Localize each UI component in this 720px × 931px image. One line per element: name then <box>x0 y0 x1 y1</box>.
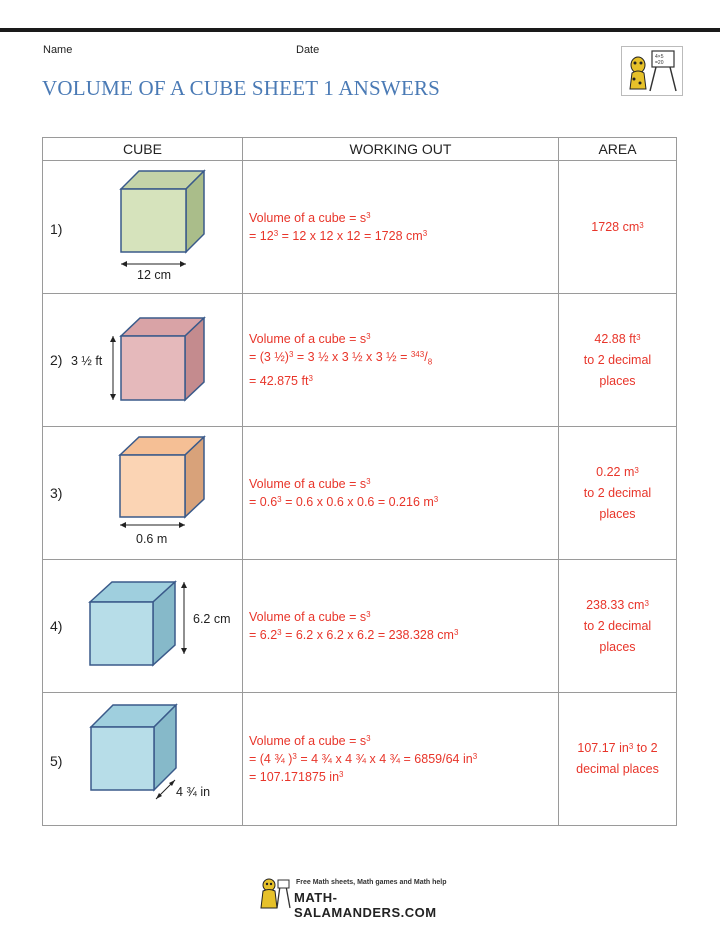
superscript: 3 <box>453 628 459 637</box>
cube-face <box>120 455 185 517</box>
working-line: = (3 ½) <box>249 350 289 365</box>
table-row <box>43 294 677 427</box>
page-title: VOLUME OF A CUBE SHEET 1 ANSWERS <box>42 76 441 100</box>
date-label: Date <box>296 44 320 56</box>
cube-dimension: 3 ½ ft <box>71 354 103 368</box>
area-cell <box>559 294 677 427</box>
cube-cell <box>43 560 243 693</box>
working-line: = 0.6 <box>249 495 278 509</box>
area-cell <box>559 560 677 693</box>
working-out-cell <box>243 161 559 294</box>
name-label: Name <box>43 44 73 56</box>
working-line: = (4 ¾ ) <box>249 752 293 766</box>
footer <box>258 876 468 920</box>
answer-text: to 2 decimal <box>583 352 652 367</box>
question-number: 3) <box>50 485 63 501</box>
working-line: = 12 <box>249 229 274 243</box>
answer-text: places <box>599 373 636 388</box>
superscript: 3 <box>273 229 279 238</box>
superscript: 3 <box>472 752 478 761</box>
superscript: 3 <box>634 465 639 475</box>
cube-cell <box>43 693 243 826</box>
answer-text: to 2 decimal <box>583 485 652 500</box>
salamander-logo-icon <box>621 46 683 96</box>
cube-dimension: 12 cm <box>137 268 172 282</box>
answer-text: 238.33 cm <box>586 597 645 612</box>
working-out-cell: Volume of a cube = $s^3$ = (3 ½)$^3$ = 3 ½ x 3 ½ x 3 ½ = $^{343}/_8$ = 42.875 $ft^3$ <box>243 294 559 427</box>
cube-face <box>91 727 154 790</box>
cube-cell <box>43 427 243 560</box>
working-line: Volume of a cube = s <box>249 610 367 624</box>
answer-text: places <box>599 639 636 654</box>
salamander-footer-icon <box>258 876 292 910</box>
working-out-cell <box>243 427 559 560</box>
superscript: 3 <box>636 332 641 342</box>
superscript: 3 <box>639 220 644 230</box>
cube-dimension: 0.6 m <box>136 532 168 546</box>
question-number: 5) <box>50 753 63 769</box>
question-number: 4) <box>50 618 63 634</box>
fraction-numerator: 343 <box>410 350 425 360</box>
answer-text: decimal places <box>576 762 659 776</box>
area-cell <box>559 693 677 826</box>
table-row <box>43 560 677 693</box>
superscript: 3 <box>644 598 649 608</box>
working-line: = 12 x 12 x 12 = 1728 cm <box>278 229 423 243</box>
answer-text: 107.17 in <box>577 741 629 755</box>
answer-text: to 2 decimal <box>583 618 652 633</box>
cube-dimension: 6.2 cm <box>193 612 231 626</box>
superscript: 3 <box>628 742 634 751</box>
superscript: 3 <box>277 628 282 637</box>
cube-face <box>90 602 153 665</box>
answer-table <box>42 137 677 826</box>
cube-cell <box>43 161 243 294</box>
working-line: = 0.6 x 0.6 x 0.6 = 0.216 m <box>281 495 434 509</box>
cube-drawing <box>43 560 242 692</box>
answer-text: places <box>599 506 636 521</box>
cube-face <box>121 189 186 252</box>
working-line: = 6.2 <box>249 628 278 642</box>
superscript: 3 <box>433 495 439 504</box>
working-line: Volume of a cube = s <box>249 734 367 748</box>
working-line: Volume of a cube = s <box>249 477 367 491</box>
header-working-out: WORKING OUT <box>243 138 559 161</box>
svg-text:=20: =20 <box>655 60 664 66</box>
answer-text: 42.88 ft <box>594 331 637 346</box>
working-out-cell <box>243 560 559 693</box>
superscript: 3 <box>308 373 313 383</box>
footer-brand: MATH-SALAMANDERS.COM <box>294 890 437 920</box>
working-line: = 107.171875 in <box>249 770 340 784</box>
table-row <box>43 427 677 560</box>
working-line: Volume of a cube = s <box>249 332 367 347</box>
table-row <box>43 693 677 826</box>
superscript: 3 <box>366 211 371 220</box>
answer-text: to 2 <box>633 741 658 755</box>
superscript: 3 <box>277 495 282 504</box>
footer-tagline: Free Math sheets, Math games and Math help <box>296 879 447 886</box>
svg-text:4×5: 4×5 <box>655 54 664 60</box>
cube-dimension: 4 ¾ in <box>176 785 211 799</box>
superscript: 3 <box>339 770 344 779</box>
header-area: AREA <box>559 138 677 161</box>
area-cell <box>559 161 677 294</box>
question-number: 2) <box>50 352 63 368</box>
cube-cell <box>43 294 243 427</box>
answer-text: 0.22 m <box>596 464 635 479</box>
cube-drawing <box>43 693 242 825</box>
answer-text: 1728 cm <box>591 219 640 234</box>
fraction-denominator: 8 <box>427 357 433 367</box>
top-rule <box>0 28 720 32</box>
superscript: 3 <box>288 350 294 360</box>
working-line: = 6.2 x 6.2 x 6.2 = 238.328 cm <box>281 628 454 642</box>
header-cube: CUBE <box>43 138 243 161</box>
superscript: 3 <box>366 477 371 486</box>
superscript: 3 <box>366 332 371 342</box>
area-cell <box>559 427 677 560</box>
table-row <box>43 161 677 294</box>
working-line: Volume of a cube = s <box>249 211 367 225</box>
superscript: 3 <box>422 229 428 238</box>
question-number: 1) <box>50 221 63 237</box>
working-line: = 4 ¾ x 4 ¾ x 4 ¾ = 6859/64 in <box>296 752 473 766</box>
superscript: 3 <box>292 752 297 761</box>
working-line: = 3 ½ x 3 ½ x 3 ½ = <box>293 350 411 365</box>
superscript: 3 <box>366 734 371 743</box>
superscript: 3 <box>366 610 371 619</box>
cube-face <box>121 336 185 400</box>
working-line: = 42.875 ft <box>249 373 309 388</box>
working-out-cell <box>243 693 559 826</box>
